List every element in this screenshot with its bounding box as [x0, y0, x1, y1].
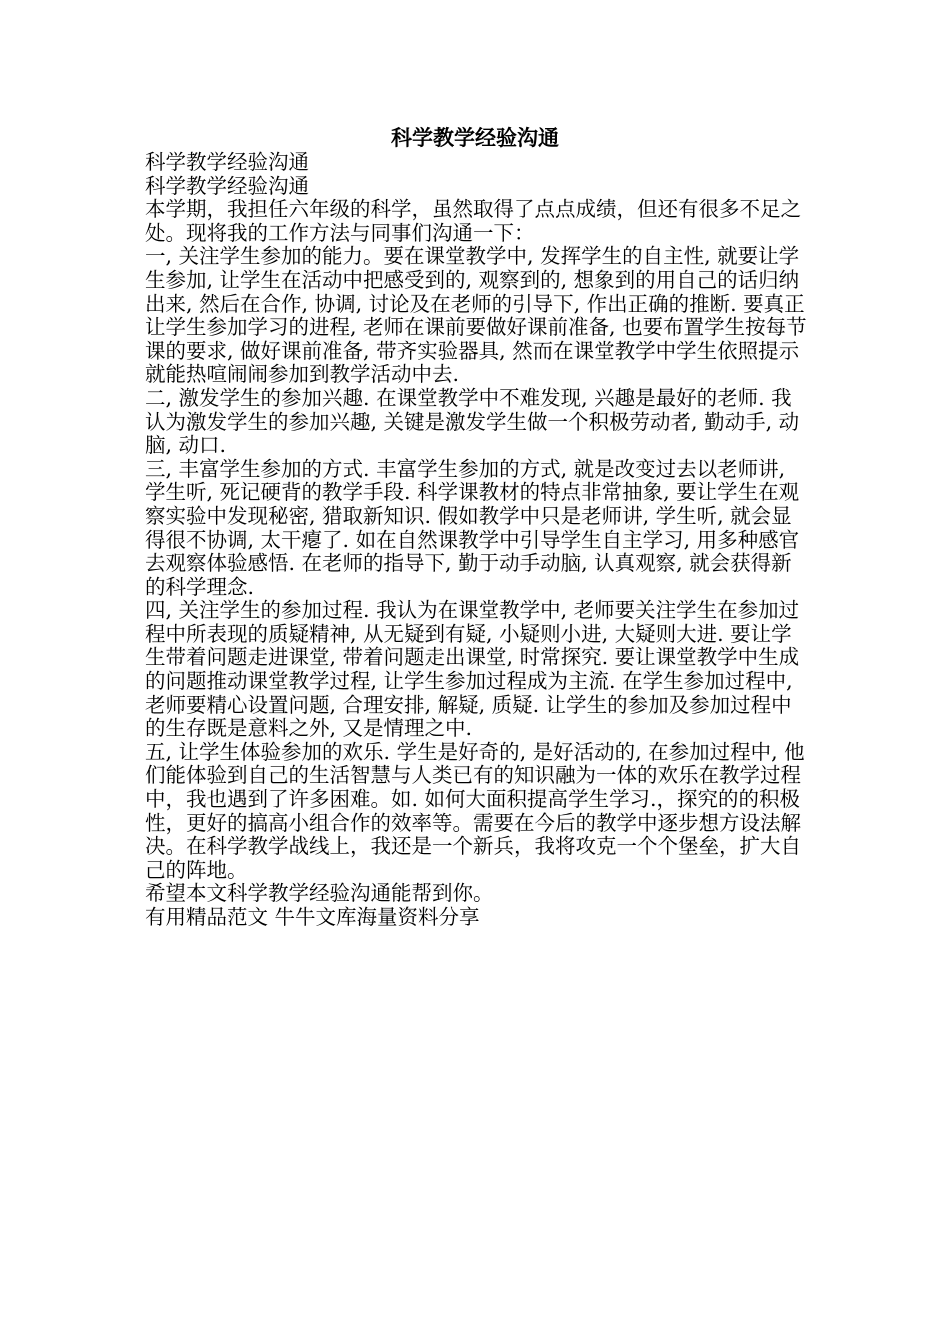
document-title: 科学教学经验沟通 [391, 125, 559, 150]
subtitle-line: 科学教学经验沟通 [145, 173, 309, 198]
section-paragraph-3: 三, 丰富学生参加的方式. 丰富学生参加的方式, 就是改变过去以老师讲, 学生听, 死记硬背的教学手段. 科学课教材的特点非常抽象, 要让学生在观察实验中发现秘密, 猎取新知识. 假如教学中只是老师讲, 学生听, 就会显得很不协调, 太干瘪了. 如在自然课教学中引导学生自主学习, 用多种感官去观察体验感悟. 在老师的指导下, 勤于动手动脑, 认真观察, 就会获得新的科学理念. [145, 456, 800, 599]
closing-line: 希望本文科学教学经验沟通能帮到你。 [145, 881, 494, 906]
section-paragraph-5: 五, 让学生体验参加的欢乐. 学生是好奇的, 是好活动的, 在参加过程中, 他们能体验到自己的生活智慧与人类已有的知识融为一体的欢乐在教学过程中，我也遇到了许多困难。如. 如何大面积提高学生学习.，探究的的积极性，更好的搞高小组合作的效率等。需要在今后的教学中逐步想方设法解决。在科学教学战线上，我还是一个新兵，我将攻克一个个堡垒，扩大自己的阵地。 [145, 739, 805, 882]
intro-paragraph: 本学期，我担任六年级的科学，虽然取得了点点成绩，但还有很多不足之处。现将我的工作方法与同事们沟通一下： [145, 197, 801, 245]
subtitle-line: 科学教学经验沟通 [145, 150, 309, 174]
section-paragraph-1: 一, 关注学生参加的能力。要在课堂教学中, 发挥学生的自主性, 就要让学生参加, 让学生在活动中把感受到的, 观察到的, 想象到的用自己的话归纳出来, 然后在合作, 协调, 讨论及在老师的引导下, 作出正确的推断. 要真正让学生参加学习的进程, 老师在课前要做好课前准备, 也要布置学生按每节课的要求, 做好课前准备, 带齐实验器具, 然而在课堂教学中学生依照提示就能热喧闹闹参加到教学活动中去. [145, 244, 807, 387]
document-body [145, 151, 809, 930]
section-paragraph-2: 二, 激发学生的参加兴趣. 在课堂教学中不难发现, 兴趣是最好的老师. 我认为激发学生的参加兴趣, 关键是激发学生做一个积极劳动者, 勤动手, 动脑, 动口. [145, 385, 800, 458]
footer-line: 有用精品范文 牛牛文库海量资料分享 [145, 905, 480, 929]
section-paragraph-4: 四, 关注学生的参加过程. 我认为在课堂教学中, 老师要关注学生在参加过程中所表现的质疑精神, 从无疑到有疑, 小疑则小进, 大疑则大进. 要让学生带着问题走进课堂, 带着问题走出课堂, 时常探究. 要让课堂教学中生成的问题推动课堂教学过程, 让学生参加过程成为主流. 在学生参加过程中, 老师要精心设置问题, 合理安排, 解疑, 质疑. 让学生的参加及参加过程中的生存既是意料之外, 又是情理之中. [145, 598, 800, 741]
